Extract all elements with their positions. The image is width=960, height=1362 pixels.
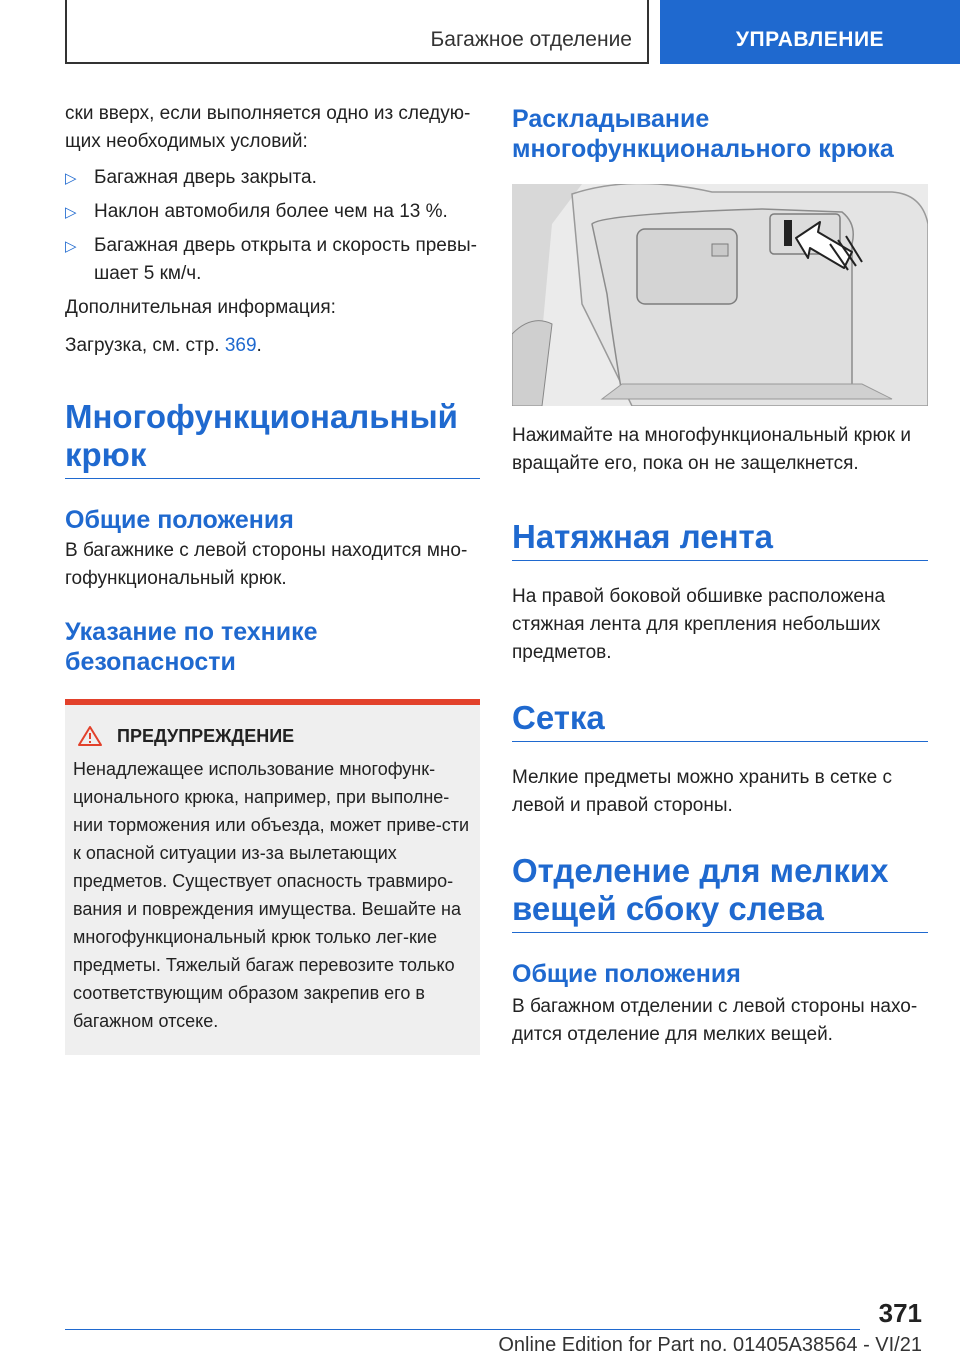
strap-text: На правой боковой обшивке расположена стяжная лента для крепления небольших предметов.	[512, 586, 886, 663]
heading-tension-strap: Натяжная лента	[512, 518, 928, 561]
list-item	[65, 198, 480, 226]
triangle-bullet-icon: ▷	[65, 204, 77, 221]
page-reference-link[interactable]: 369	[224, 335, 257, 356]
left-column	[65, 100, 480, 1055]
footer-divider	[65, 1329, 860, 1330]
more-info-label: Дополнительная информация:	[65, 297, 336, 318]
reference-end: .	[256, 335, 262, 356]
list-item-text: Багажная дверь закрыта.	[94, 167, 317, 188]
warning-box	[65, 699, 480, 1055]
reference-text: Загрузка, см. стр.	[65, 335, 225, 356]
header-chapter-tab[interactable]: УПРАВЛЕНИЕ	[660, 0, 960, 64]
general-text: В багажнике с левой стороны находится мно-гофункциональный крюк.	[65, 540, 468, 589]
right-column	[512, 104, 928, 1049]
warning-text: Ненадлежащее использование многофунк-ционального крюка, например, при выполне-нии торможения или объезда, может приве-сти к опасной ситуации из-за вылетающих предметов. Существует опасность травмиро-вания и повреждения имущества. Вешайте на многофункциональный крюк только лег-кие предметы. Тяжелый багаж перевозите только соответствующим образом закрепив его в багажном отсеке.	[73, 759, 470, 1031]
list-item	[65, 164, 480, 192]
list-item-text: Наклон автомобиля более чем на 13 %.	[94, 201, 448, 222]
conditions-list	[65, 164, 480, 288]
triangle-bullet-icon: ▷	[65, 170, 77, 187]
trunk-hook-illustration	[512, 184, 928, 406]
header-section-title: Багажное отделение	[430, 28, 632, 51]
heading-net: Сетка	[512, 699, 928, 742]
footer-edition: Online Edition for Part no. 01405A38564 - VI/21	[498, 1334, 922, 1356]
compartment-text: В багажном отделении с левой стороны нахо-дится отделение для мелких вещей.	[512, 996, 918, 1045]
heading-multifunction-hook: Многофункциональный крюк	[65, 398, 480, 479]
intro-text: ски вверх, если выполняется одно из следую-щих необходимых условий:	[65, 103, 471, 152]
reference-line	[65, 332, 480, 360]
warning-title-row	[73, 725, 472, 747]
heading-general-2: Общие положения	[512, 960, 741, 988]
list-item	[65, 232, 480, 288]
heading-general: Общие положения	[65, 506, 294, 534]
warning-triangle-icon	[77, 725, 103, 747]
unfold-text: Нажимайте на многофункциональный крюк и вращайте его, пока он не защелкнется.	[512, 425, 911, 474]
net-text: Мелкие предметы можно хранить в сетке с левой и правой стороны.	[512, 767, 893, 816]
heading-unfold-hook: Раскладывание многофункционального крюка	[512, 105, 894, 163]
list-item-text: Багажная дверь открыта и скорость превы-шает 5 км/ч.	[94, 235, 477, 284]
page-number: 371	[878, 1298, 922, 1328]
warning-title: ПРЕДУПРЕЖДЕНИЕ	[117, 725, 295, 746]
heading-safety: Указание по технике безопасности	[65, 618, 318, 676]
trunk-illustration-image	[512, 184, 928, 406]
heading-side-compartment: Отделение для мелких вещей сбоку слева	[512, 852, 928, 933]
triangle-bullet-icon: ▷	[65, 238, 77, 255]
